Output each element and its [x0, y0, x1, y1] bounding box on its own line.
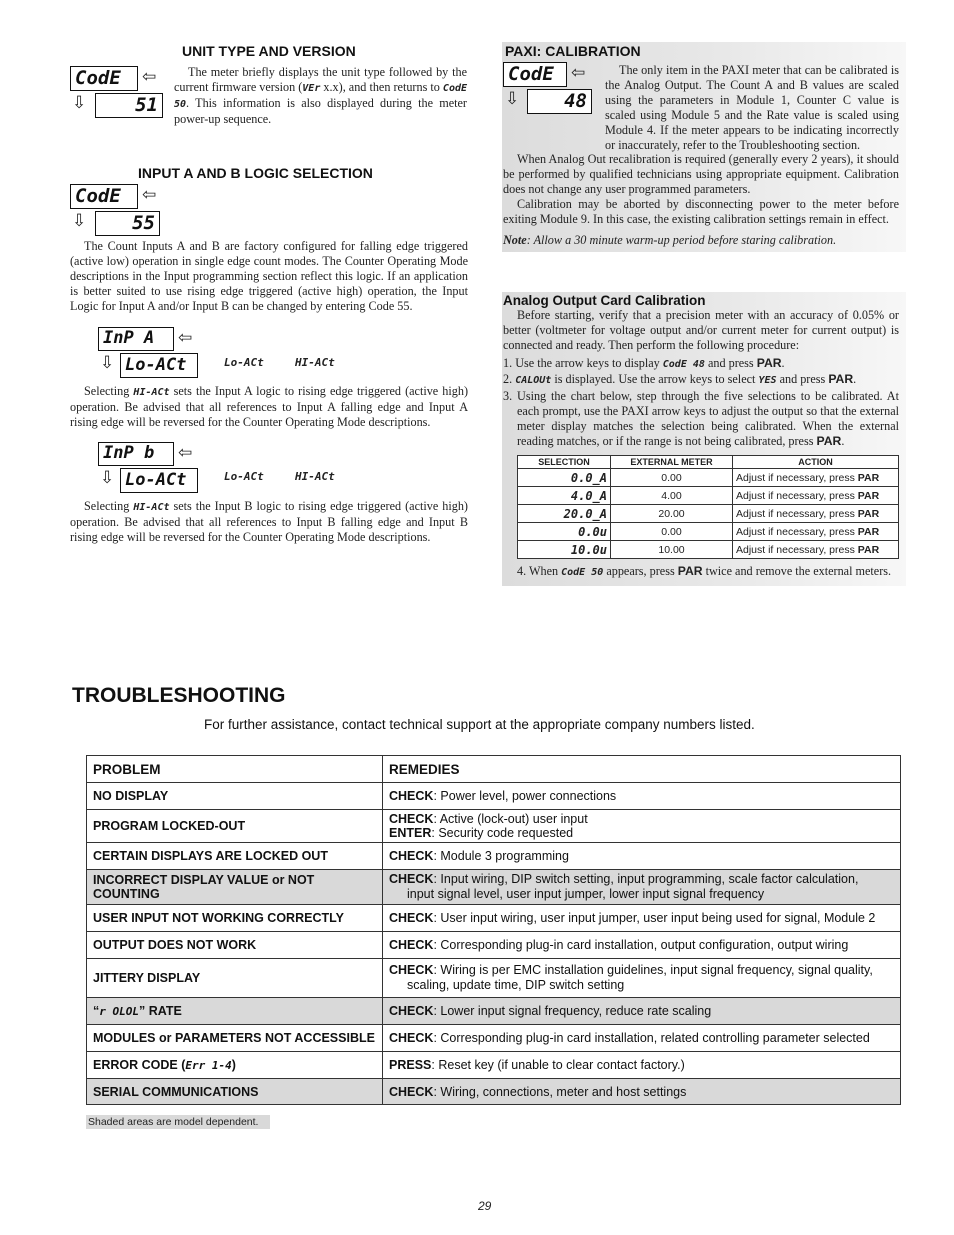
paxi-cal-heading: PAXI: CALIBRATION [505, 43, 641, 59]
input-a-text: Selecting HI-ACt sets the Input A logic to rising edge triggered (active high) operation. Be advised that all references to Input A falling edge and Input A rising edge will be reversed for the Counter Operating Mode descriptions. [70, 384, 468, 429]
analog-cal-step-2: 2. CALOUt is displayed. Use the arrow keys to select YES and press PAR. [503, 372, 857, 386]
display-code: CodE [70, 184, 138, 209]
par-arrow-icon: ⇦ [178, 443, 193, 463]
table-row [87, 1025, 901, 1052]
display-value: 51 [95, 93, 163, 118]
problem-cell: MODULES or PARAMETERS NOT ACCESSIBLE [87, 1025, 383, 1052]
table-row [87, 905, 901, 932]
remedy-cell: CHECK: Lower input signal frequency, reduce rate scaling [383, 998, 901, 1025]
selection-cell: 4.0_A [518, 487, 611, 505]
meter-cell: 10.00 [611, 541, 733, 559]
troubleshooting-subtitle: For further assistance, contact technical support at the appropriate company numbers listed. [204, 717, 755, 732]
analog-cal-step-3: 3. Using the chart below, step through the five selections to be calibrated. At each prompt, use the PAXI arrow keys to adjust the output so that the external meter display matches the selection being calibrated. When the external reading matches, or if the range is not being calibrated, press PAR. [503, 389, 899, 448]
display-input-b-logic: Lo-ACt [120, 468, 198, 493]
table-row [518, 523, 899, 541]
problem-cell: NO DISPLAY [87, 783, 383, 810]
display-value: 48 [527, 89, 592, 114]
action-cell: Adjust if necessary, press PAR [733, 523, 899, 541]
remedy-cell: PRESS: Reset key (if unable to clear contact factory.) [383, 1052, 901, 1079]
down-arrow-icon: ⇩ [505, 89, 520, 109]
table-row [87, 1052, 901, 1079]
page-number: 29 [478, 1199, 492, 1213]
remedy-cell: CHECK: User input wiring, user input jumper, user input being used for signal, Module 2 [383, 905, 901, 932]
problem-cell: SERIAL COMMUNICATIONS [87, 1079, 383, 1105]
display-value: 55 [95, 211, 160, 236]
display-input-a: InP A [98, 327, 174, 351]
problem-cell: “r OLOL” RATE [87, 998, 383, 1025]
problem-cell: JITTERY DISPLAY [87, 959, 383, 998]
table-row [518, 505, 899, 523]
meter-cell: 20.00 [611, 505, 733, 523]
table-row [87, 870, 901, 905]
par-arrow-icon: ⇦ [571, 63, 586, 83]
action-cell: Adjust if necessary, press PAR [733, 505, 899, 523]
analog-cal-heading: Analog Output Card Calibration [503, 293, 706, 308]
paxi-cal-text-1a: The only item in the PAXI meter that can be calibrated is the Analog Output. The Count A and B values are scaled using the parameters in Module 1, Counter C value is scaled using Module 5 and the Rate value is scaled using Module 4. If the meter appears to be indicating incorrectly or inaccurately, refer to the Troubleshooting section. [605, 63, 899, 152]
problem-cell: PROGRAM LOCKED-OUT [87, 810, 383, 843]
option-hi-act: HI-ACt [295, 356, 335, 369]
logic-text: The Count Inputs A and B are factory configured for falling edge triggered (active low) operation in single edge count modes. The Counter Operating Mode descriptions in the Input programming section reflect this logic. If an application is better suited to use rising edge triggered (active high) operation, the Input Logic for Input A and/or Input B can be changed by entering Code 55. [70, 239, 468, 313]
display-input-a-logic: Lo-ACt [120, 353, 198, 378]
analog-cal-step-1: 1. Use the arrow keys to display CodE 48 and press PAR. [503, 356, 785, 370]
display-code: CodE [70, 66, 138, 91]
remedy-cell: CHECK: Input wiring, DIP switch setting, input programming, scale factor calculation, input signal level, user input jumper, lower input signal frequency [383, 870, 901, 905]
table-row [87, 810, 901, 843]
unit-type-heading: UNIT TYPE AND VERSION [182, 43, 356, 59]
remedy-cell: CHECK: Corresponding plug-in card installation, output configuration, output wiring [383, 932, 901, 959]
table-row [87, 959, 901, 998]
table-row [87, 783, 901, 810]
shaded-footnote: Shaded areas are model dependent. [86, 1115, 270, 1129]
option-lo-act: Lo-ACt [224, 356, 264, 369]
calibration-table [517, 455, 899, 559]
col-action: ACTION [733, 456, 899, 469]
analog-cal-intro: Before starting, verify that a precision meter with an accuracy of 0.05% or better (voltmeter for voltage output and/or current meter for current output) is connected and ready. Then perform the following procedure: [503, 308, 899, 352]
table-row [87, 1079, 901, 1105]
down-arrow-icon: ⇩ [72, 93, 87, 113]
header-problem: PROBLEM [87, 756, 383, 783]
option-hi-act: HI-ACt [295, 470, 335, 483]
problem-cell: OUTPUT DOES NOT WORK [87, 932, 383, 959]
remedy-cell: CHECK: Wiring, connections, meter and host settings [383, 1079, 901, 1105]
action-cell: Adjust if necessary, press PAR [733, 469, 899, 487]
paxi-cal-note: Note: Allow a 30 minute warm-up period before staring calibration. [503, 233, 837, 247]
table-row [87, 998, 901, 1025]
display-input-b: InP b [98, 442, 174, 466]
par-arrow-icon: ⇦ [142, 185, 157, 205]
down-arrow-icon: ⇩ [72, 211, 87, 231]
problem-cell: USER INPUT NOT WORKING CORRECTLY [87, 905, 383, 932]
paxi-cal-text-3: Calibration may be aborted by disconnecting power to the meter before exiting Module 9. In this case, the existing calibration settings remain in effect. [503, 197, 899, 226]
problem-cell: INCORRECT DISPLAY VALUE or NOT COUNTING [87, 870, 383, 905]
remedy-cell: CHECK: Module 3 programming [383, 843, 901, 870]
troubleshooting-table [86, 755, 901, 1105]
selection-cell: 20.0_A [518, 505, 611, 523]
remedy-cell: CHECK: Active (lock-out) user input ENTER: Security code requested [383, 810, 901, 843]
input-b-text: Selecting HI-ACt sets the Input B logic to rising edge triggered (active high) operation. Be advised that all references to Input B falling edge and Input B rising edge will be reversed for the Counter Operating Mode descriptions. [70, 499, 468, 544]
col-selection: SELECTION [518, 456, 611, 469]
selection-cell: 0.0_A [518, 469, 611, 487]
table-row [518, 469, 899, 487]
problem-cell: ERROR CODE (Err 1-4) [87, 1052, 383, 1079]
par-arrow-icon: ⇦ [178, 328, 193, 348]
problem-cell: CERTAIN DISPLAYS ARE LOCKED OUT [87, 843, 383, 870]
display-code: CodE [503, 62, 567, 87]
meter-cell: 0.00 [611, 523, 733, 541]
action-cell: Adjust if necessary, press PAR [733, 541, 899, 559]
remedy-cell: CHECK: Wiring is per EMC installation guidelines, input signal frequency, signal quality, scaling, update time, DIP switch setting [383, 959, 901, 998]
logic-heading: INPUT A AND B LOGIC SELECTION [138, 165, 373, 181]
down-arrow-icon: ⇩ [100, 353, 115, 373]
remedy-cell: CHECK: Corresponding plug-in card installation, related controlling parameter selected [383, 1025, 901, 1052]
paxi-cal-text-2: When Analog Out recalibration is required (generally every 2 years), it should be performed by qualified technicians using appropriate equipment. Calibration does not change any user programmed parameters. [503, 152, 899, 196]
action-cell: Adjust if necessary, press PAR [733, 487, 899, 505]
meter-cell: 0.00 [611, 469, 733, 487]
remedy-cell: CHECK: Power level, power connections [383, 783, 901, 810]
table-row [518, 487, 899, 505]
par-arrow-icon: ⇦ [142, 67, 157, 87]
col-external-meter: EXTERNAL METER [611, 456, 733, 469]
option-lo-act: Lo-ACt [224, 470, 264, 483]
unit-type-text: The meter briefly displays the unit type followed by the current firmware version (VEr x.x), and then returns to CodE 50. This information is also displayed during the meter power-up sequence. [174, 65, 468, 126]
meter-cell: 4.00 [611, 487, 733, 505]
selection-cell: 10.0u [518, 541, 611, 559]
troubleshooting-title: TROUBLESHOOTING [72, 684, 286, 707]
table-header-row [87, 756, 901, 783]
table-row [87, 932, 901, 959]
selection-cell: 0.0u [518, 523, 611, 541]
analog-cal-step-4: 4. When CodE 50 appears, press PAR twice and remove the external meters. [517, 564, 892, 578]
header-remedies: REMEDIES [383, 756, 901, 783]
table-row [518, 541, 899, 559]
down-arrow-icon: ⇩ [100, 468, 115, 488]
table-row [87, 843, 901, 870]
